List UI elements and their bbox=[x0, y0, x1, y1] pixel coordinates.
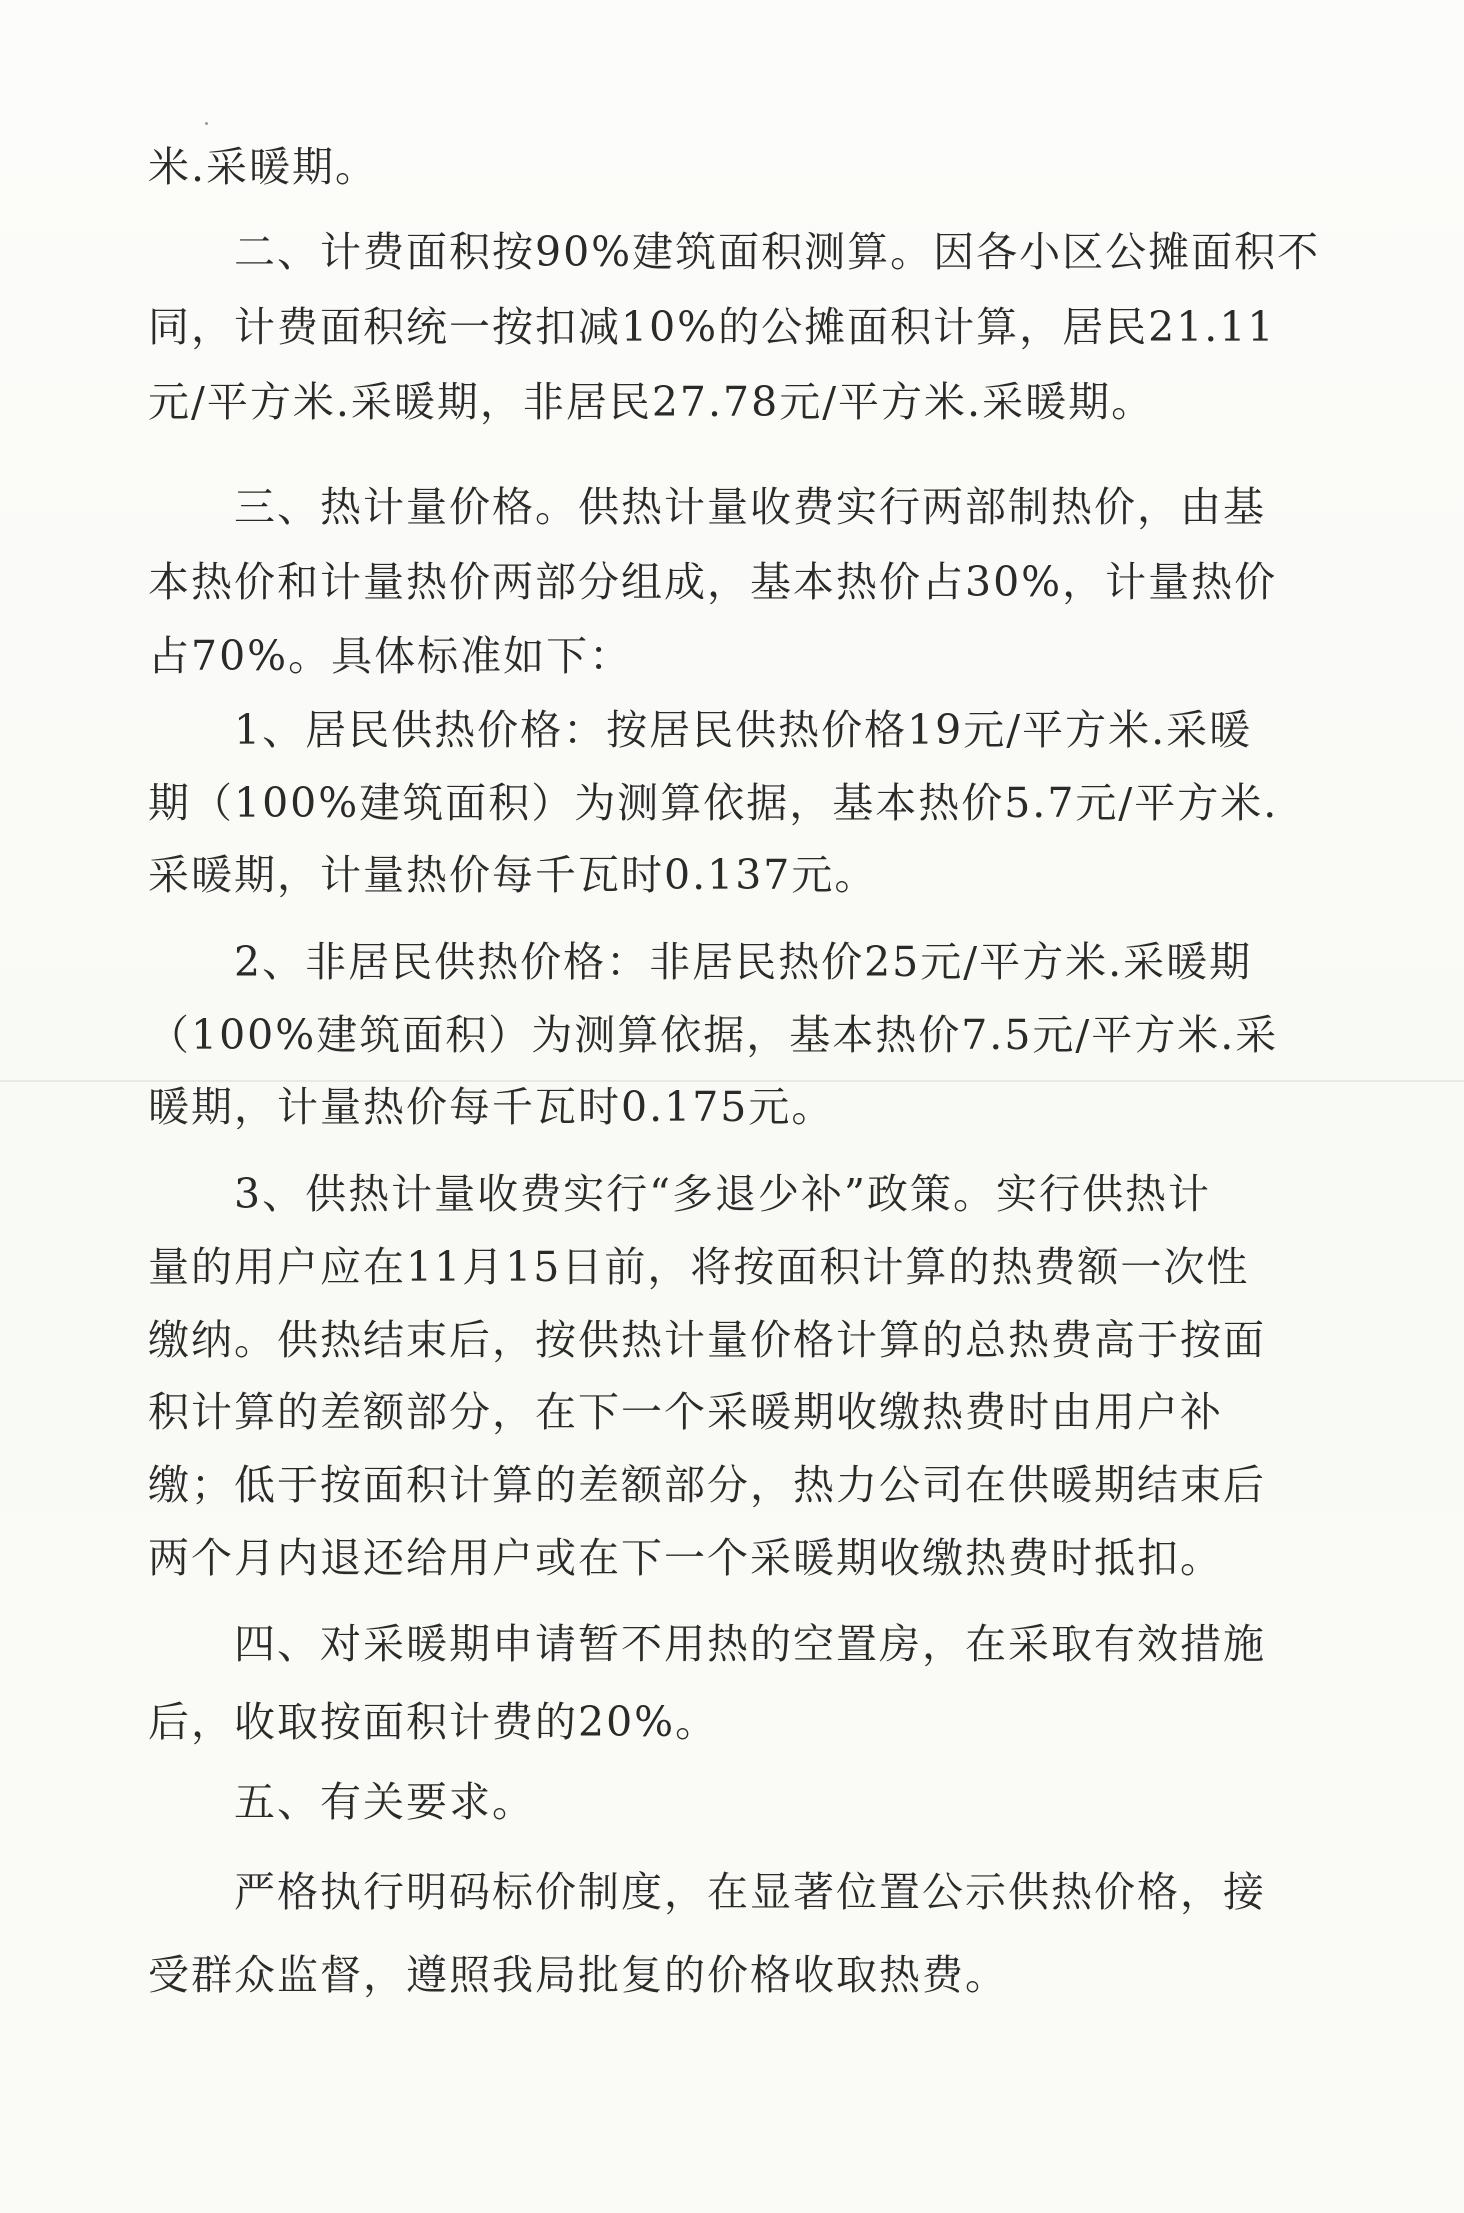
text-line: 缴；低于按面积计算的差额部分，热力公司在供暖期结束后 bbox=[148, 1461, 1266, 1509]
text-line: 同，计费面积统一按扣减10%的公摊面积计算，居民21.11 bbox=[148, 303, 1276, 351]
text-line: 采暖期，计量热价每千瓦时0.137元。 bbox=[148, 851, 878, 899]
text-line: 严格执行明码标价制度，在显著位置公示供热价格，接 bbox=[148, 1868, 1266, 1916]
text-line: 1、居民供热价格：按居民供热价格19元/平方米.采暖 bbox=[148, 706, 1253, 754]
text-line: 积计算的差额部分，在下一个采暖期收缴热费时由用户补 bbox=[148, 1388, 1223, 1436]
text-line: 量的用户应在11月15日前，将按面积计算的热费额一次性 bbox=[148, 1243, 1250, 1291]
text-line: 2、非居民供热价格：非居民热价25元/平方米.采暖期 bbox=[148, 938, 1253, 986]
text-line: 暖期，计量热价每千瓦时0.175元。 bbox=[148, 1083, 835, 1131]
text-line: 缴纳。供热结束后，按供热计量价格计算的总热费高于按面 bbox=[148, 1316, 1266, 1364]
scan-speck bbox=[205, 122, 208, 125]
text-line: 三、热计量价格。供热计量收费实行两部制热价，由基 bbox=[148, 483, 1266, 531]
text-line: 五、有关要求。 bbox=[148, 1778, 535, 1826]
text-line: 期（100%建筑面积）为测算依据，基本热价5.7元/平方米. bbox=[148, 779, 1279, 827]
text-line: 四、对采暖期申请暂不用热的空置房，在采取有效措施 bbox=[148, 1620, 1266, 1668]
text-line: 米.采暖期。 bbox=[148, 143, 379, 191]
text-line: 两个月内退还给用户或在下一个采暖期收缴热费时抵扣。 bbox=[148, 1534, 1223, 1582]
text-line: 后，收取按面积计费的20%。 bbox=[148, 1698, 719, 1746]
text-line: 二、计费面积按90%建筑面积测算。因各小区公摊面积不 bbox=[148, 228, 1321, 276]
text-line: （100%建筑面积）为测算依据，基本热价7.5元/平方米.采 bbox=[148, 1011, 1279, 1059]
text-line: 本热价和计量热价两部分组成，基本热价占30%，计量热价 bbox=[148, 558, 1278, 606]
text-line: 占70%。具体标准如下： bbox=[148, 632, 633, 680]
text-line: 3、供热计量收费实行“多退少补”政策。实行供热计 bbox=[148, 1170, 1212, 1218]
text-line: 受群众监督，遵照我局批复的价格收取热费。 bbox=[148, 1951, 1008, 1999]
text-line: 元/平方米.采暖期，非居民27.78元/平方米.采暖期。 bbox=[148, 378, 1155, 426]
